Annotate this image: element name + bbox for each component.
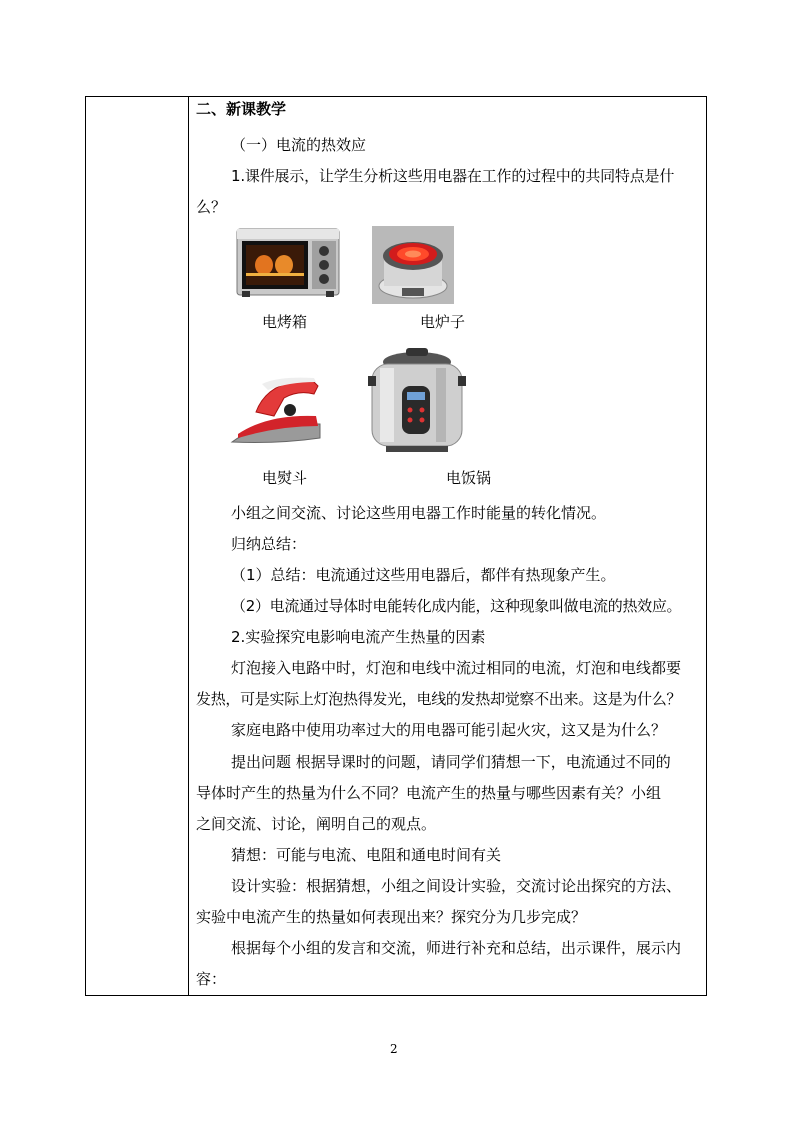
paragraph-summary-1: （1）总结：电流通过这些用电器后，都伴有热现象产生。 xyxy=(231,566,616,584)
paragraph-question-c: 之间交流、讨论，阐明自己的观点。 xyxy=(196,815,437,833)
paragraph-guess: 猜想：可能与电流、电阻和通电时间有关 xyxy=(231,846,502,864)
label-rice-cooker: 电饭锅 xyxy=(446,469,492,487)
oven-icon xyxy=(236,227,340,299)
label-oven: 电烤箱 xyxy=(262,313,308,331)
paragraph-question-b: 导体时产生的热量为什么不同？电流产生的热量与哪些因素有关？小组 xyxy=(196,784,662,802)
paragraph-fire: 家庭电路中使用功率过大的用电器可能引起火灾，这又是为什么？ xyxy=(231,721,667,739)
paragraph-bulb-b: 发热，可是实际上灯泡热得发光，电线的发热却觉察不出来。这是为什么？ xyxy=(196,690,682,708)
paragraph-summary: 归纳总结： xyxy=(231,535,307,553)
paragraph-final-b: 容： xyxy=(196,970,227,988)
paragraph-discuss: 小组之间交流、讨论这些用电器工作时能量的转化情况。 xyxy=(231,504,607,522)
paragraph-bulb-a: 灯泡接入电路中时，灯泡和电线中流过相同的电流，灯泡和电线都要 xyxy=(231,659,682,677)
table-column-divider xyxy=(188,96,189,996)
paragraph-final-a: 根据每个小组的发言和交流，师进行补充和总结，出示课件，展示内 xyxy=(231,939,682,957)
item1-line-b: 么？ xyxy=(196,198,227,216)
item2: 2.实验探究电影响电流产生热量的因素 xyxy=(231,628,486,646)
section-heading: 二、新课教学 xyxy=(196,100,287,118)
iron-icon xyxy=(228,372,326,450)
item1-line-a: 1.课件展示，让学生分析这些用电器在工作的过程中的共同特点是什 xyxy=(231,167,675,185)
label-iron: 电熨斗 xyxy=(262,469,308,487)
paragraph-summary-2: （2）电流通过导体时电能转化成内能，这种现象叫做电流的热效应。 xyxy=(231,597,682,615)
electric-stove-icon xyxy=(372,226,454,304)
subheading: （一）电流的热效应 xyxy=(231,136,367,154)
paragraph-design-a: 设计实验：根据猜想，小组之间设计实验，交流讨论出探究的方法、 xyxy=(231,877,682,895)
rice-cooker-icon xyxy=(366,346,468,454)
paragraph-question-a: 提出问题 根据导课时的问题，请同学们猜想一下，电流通过不同的 xyxy=(231,753,671,771)
paragraph-design-b: 实验中电流产生的热量如何表现出来？探究分为几步完成？ xyxy=(196,908,587,926)
page-number: 2 xyxy=(390,1042,398,1056)
label-electric-stove: 电炉子 xyxy=(420,313,466,331)
